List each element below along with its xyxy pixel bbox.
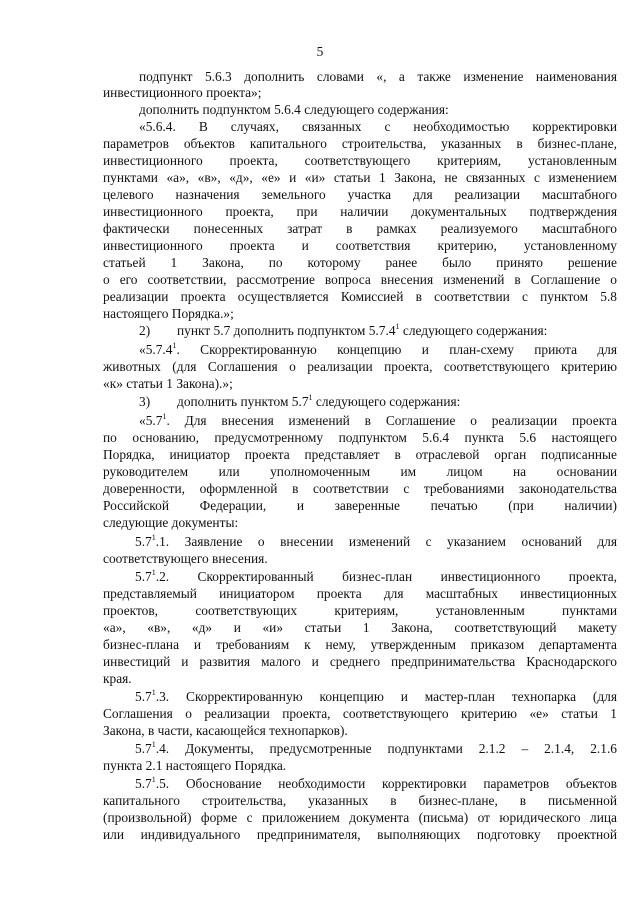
text-line: «5.6.4. В случаях, связанных с необходимостью корректировки (139, 119, 617, 134)
text-line: $5.7^1.5$. Обоснование необходимости корректировки параметров объектов (135, 774, 617, 791)
text-line: «к» статьи 1 Закона).»; (103, 376, 233, 391)
text-line: инвестиционного проекта, соответствующего критериям, установленным (103, 153, 617, 168)
text-line: или индивидуального предпринимателя, выполняющих подготовку проектной (103, 827, 617, 842)
text-line: «$5.7^1$. Для внесения изменений в Соглашение о реализации проекта (139, 411, 617, 428)
text-line: Соглашения о реализации проекта, соответствующего критерию «е» статьи 1 (103, 706, 617, 721)
text-line: $5.7^1.2$. Скорректированный бизнес-план инвестиционного проекта, (135, 567, 617, 584)
text-line: доверенности, оформленной в соответствии с требованиями законодательства (103, 481, 617, 496)
text-line: инвестиционного проекта»; (103, 85, 262, 100)
text-line: целевого назначения земельного участка для реализации масштабного (103, 187, 617, 202)
text-line: $5.7^1.3$. Скорректированную концепцию и мастер-план технопарка (для (135, 687, 617, 704)
text-line: животных (для Соглашения о реализации проекта, соответствующего критерию (103, 359, 617, 374)
text-line: руководителем или уполномоченным им лицом на основании (103, 464, 617, 479)
text-line: о его соответствии, рассмотрение вопроса внесения изменений в Соглашение о (103, 272, 617, 287)
list-number: 3) (139, 394, 151, 409)
text-line: соответствующего внесения. (103, 551, 268, 566)
text-line: инвестиционного проекта, при наличии документальных подтверждения (103, 204, 617, 219)
text-line: настоящего Порядка.»; (103, 306, 234, 321)
text-line: инвестиций и развития малого и среднего предпринимательства Краснодарского (103, 654, 617, 669)
text-line: дополнить подпунктом 5.6.4 следующего содержания: (139, 102, 449, 117)
text-line: подпункт 5.6.3 дополнить словами «, а также изменение наименования (139, 69, 617, 84)
list-number: 2) (139, 323, 151, 338)
text-line: проектов, соответствующих критериям, установленным пунктами (103, 603, 617, 618)
page-number: 5 (316, 44, 324, 59)
text-line: пунктами «а», «в», «д», «е» и «и» статьи 1 Закона, не связанных с изменением (103, 170, 617, 185)
text-line: $5.7^1.4$. Документы, предусмотренные подпунктами 2.1.2 – 2.1.4, 2.1.6 (135, 739, 617, 756)
text-line: по основанию, предусмотренному подпунктом 5.6.4 пункта 5.6 настоящего (103, 430, 617, 445)
text-line: пункт 5.7 дополнить подпунктом 5.7.4$^1$ следующего содержания: (177, 321, 548, 338)
text-line: Порядка, инициатор проекта представляет в отраслевой орган подписанные (103, 447, 617, 462)
text-line: статьей 1 Закона, по которому ранее было принято решение (103, 255, 617, 270)
text-line: дополнить пунктом $5.7^1$ следующего содержания: (177, 392, 461, 409)
text-line: «5.7.4$^1$. Скорректированную концепцию и план-схему приюта для (139, 340, 617, 357)
text-line: (произвольной) форме с приложением документа (письма) от юридического лица (103, 810, 617, 825)
text-line: Закона, в части, касающейся технопарков). (103, 723, 348, 738)
text-line: края. (103, 671, 132, 686)
text-line: инвестиционного проекта и соответствия критерию, установленному (103, 238, 617, 253)
text-line: бизнес-плана и требованиям к нему, утвержденным приказом департамента (103, 637, 617, 652)
text-line: следующие документы: (103, 515, 239, 530)
text-line: Российской Федерации, и заверенные печатью (при наличии) (103, 498, 617, 513)
text-line: $5.7^1.1$. Заявление о внесении изменений с указанием оснований для (135, 532, 617, 549)
text-line: пункта 2.1 настоящего Порядка. (103, 758, 287, 773)
text-line: «а», «в», «д» и «и» статьи 1 Закона, соответствующий макету (103, 620, 617, 635)
text-line: представляемый инициатором проекта для масштабных инвестиционных (103, 586, 617, 601)
text-line: параметров объектов капитального строительства, указанных в бизнес-плане, (103, 136, 617, 151)
text-line: реализации проекта осуществляется Комиссией в соответствии с пунктом 5.8 (103, 289, 617, 304)
text-line: фактически понесенных затрат в рамках реализуемого масштабного (103, 221, 617, 236)
text-line: капитального строительства, указанных в бизнес-плане, в письменной (103, 793, 617, 808)
